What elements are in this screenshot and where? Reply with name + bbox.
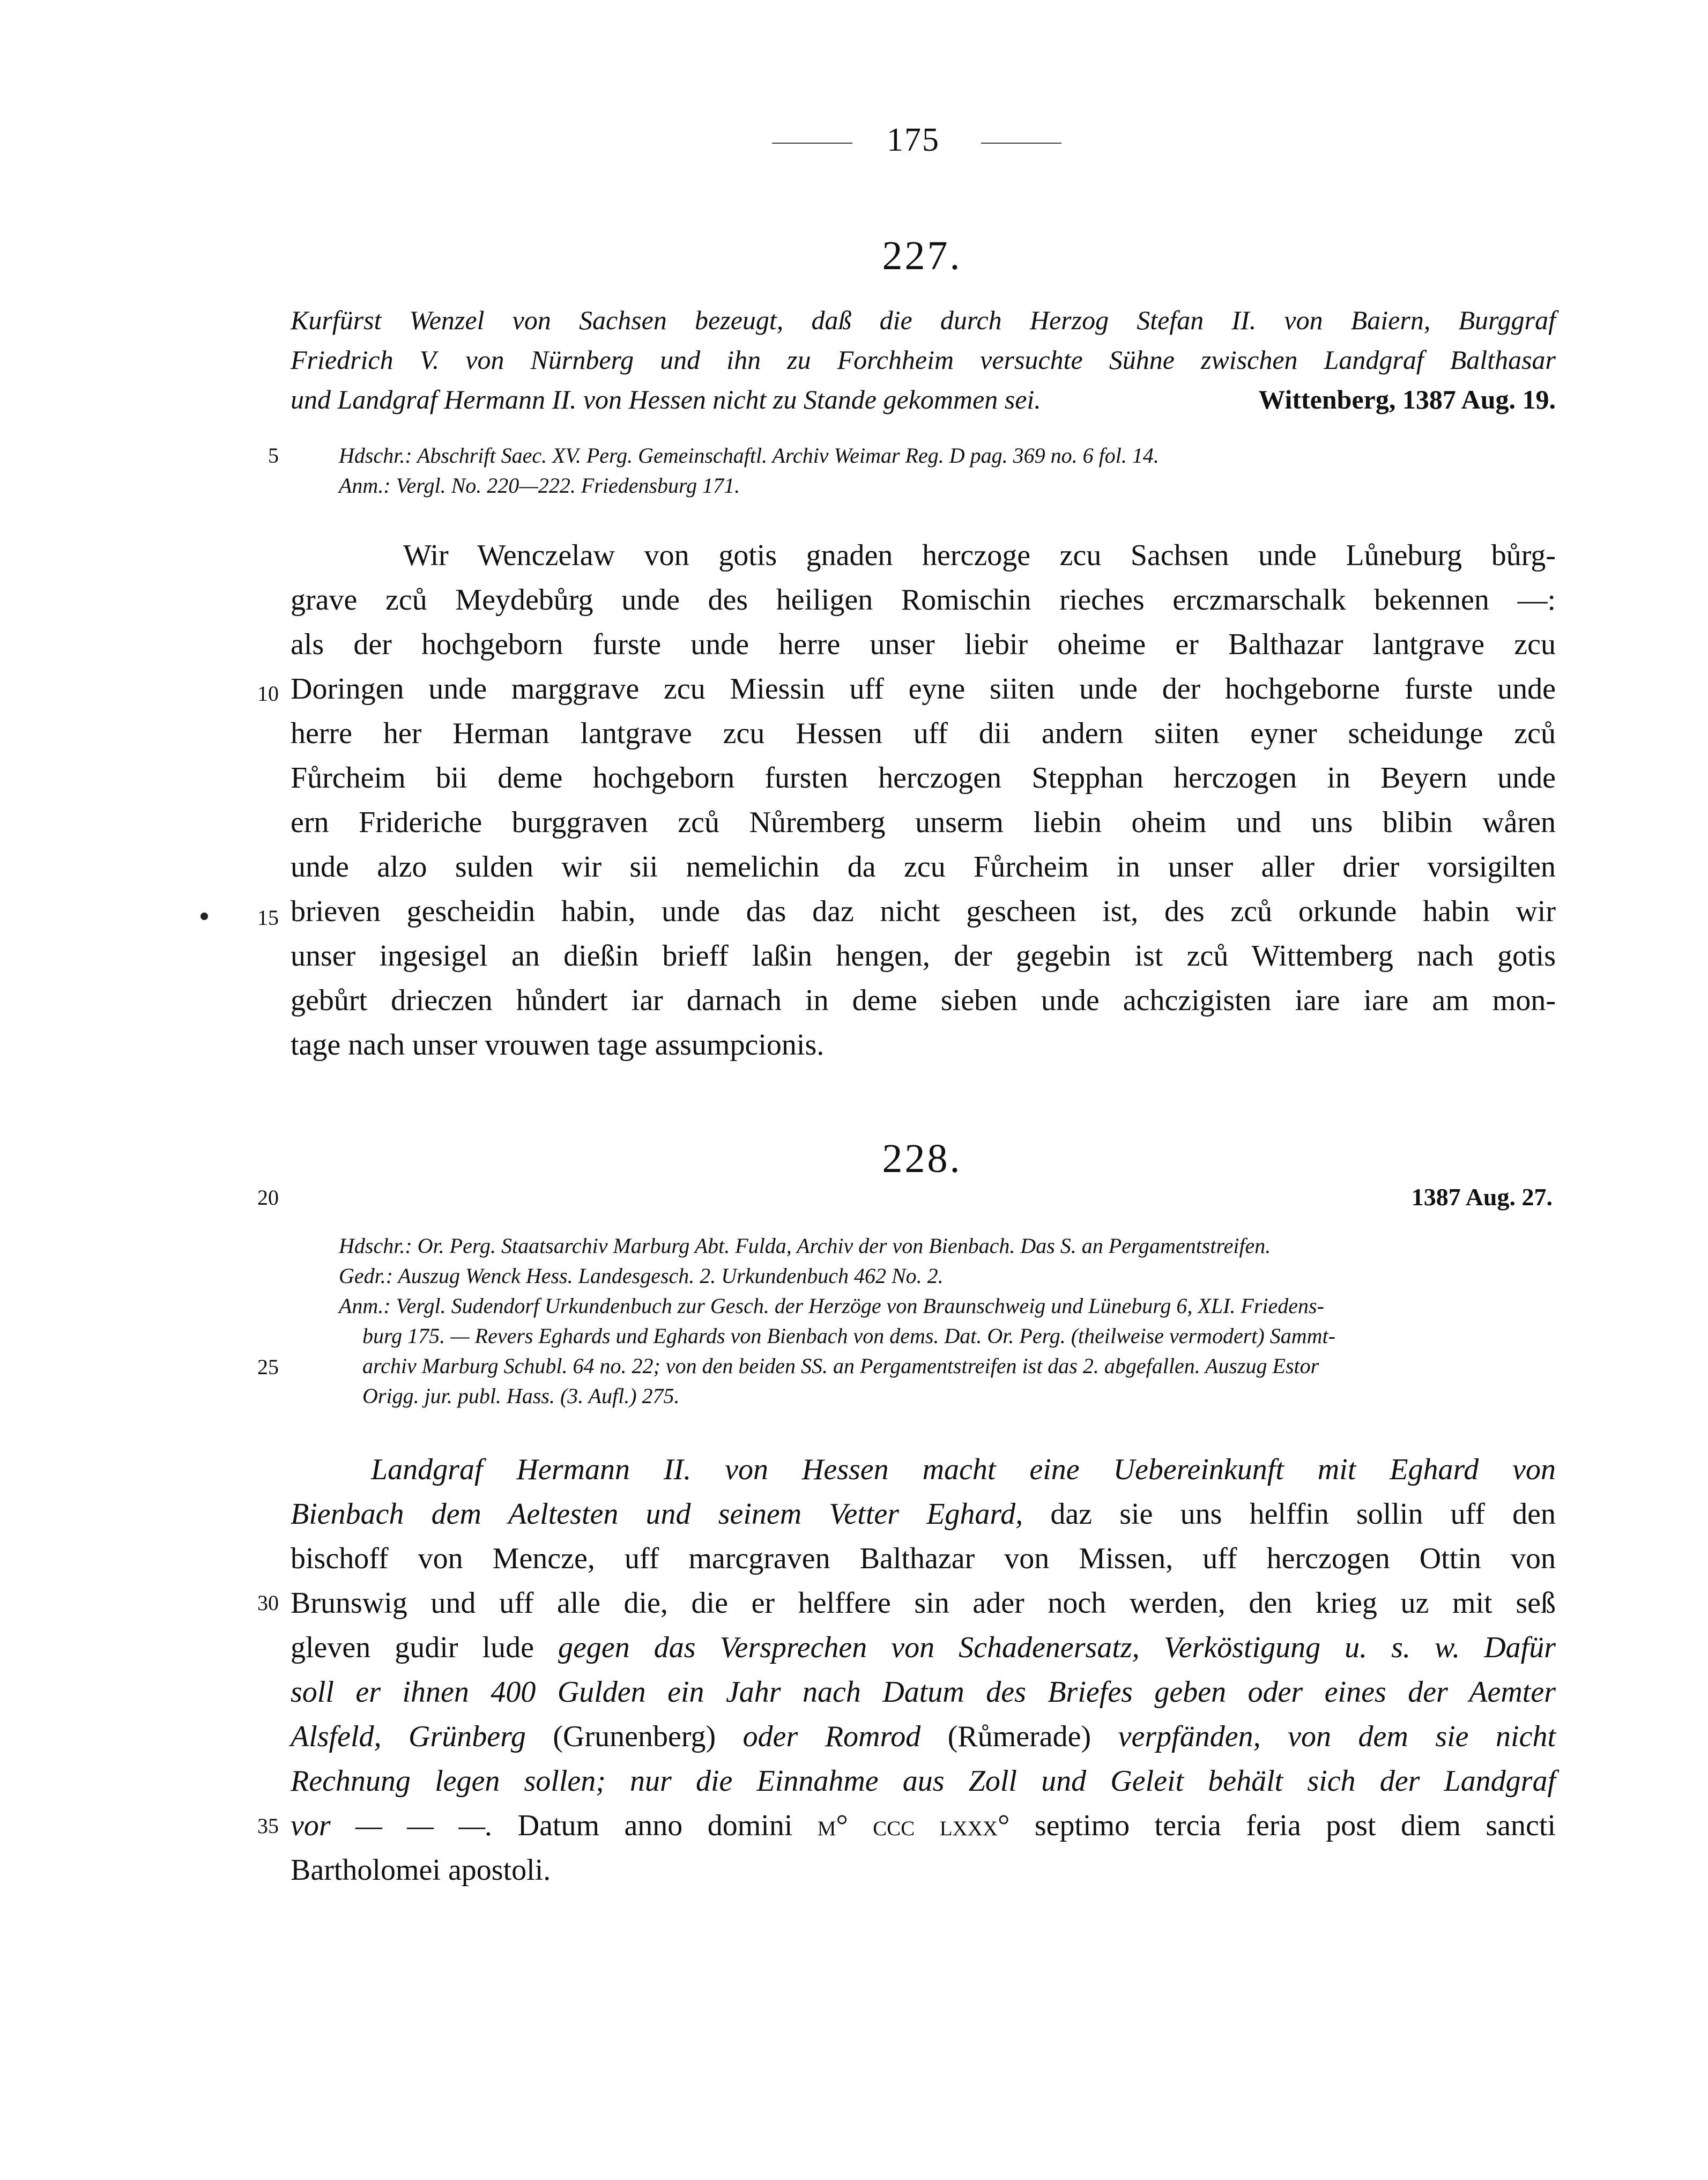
- text-line: [291, 1759, 1556, 1804]
- quote-text: daz sie uns helffin sollin uff den: [1023, 1497, 1556, 1531]
- document-number-228: 228.: [882, 1136, 962, 1181]
- source-line: Anm.: Vergl. No. 220—222. Friedensburg 171.: [339, 473, 740, 498]
- regest-227: [291, 300, 1556, 419]
- text-line: gebůrt drieczen hůndert iar darnach in deme sieben unde achczigisten iare iare am mon-: [291, 984, 1556, 1017]
- quote-text: (Růmerade): [947, 1720, 1118, 1753]
- text-line: ern Frideriche burggraven zců Nůremberg unserm liebin oheim und uns blibin wåren: [291, 806, 1556, 839]
- regest-line: Friedrich V. von Nürnberg und ihn zu Forchheim versuchte Sühne zwischen Landgraf Balthasar: [291, 345, 1556, 375]
- regest-italic: Landgraf Hermann II. von Hessen macht eine Uebereinkunft mit Eghard von: [371, 1453, 1556, 1486]
- text-line: unde alzo sulden wir sii nemelichin da zcu Fůrcheim in unser aller drier vorsigilten: [291, 850, 1556, 884]
- line-number: 20: [257, 1185, 279, 1210]
- page-number: 175: [887, 122, 940, 158]
- regest-text: und Landgraf Hermann II. von Hessen nicht zu Stande gekommen sei.: [291, 384, 1041, 414]
- source-line: Hdschr.: Or. Perg. Staatsarchiv Marburg Abt. Fulda, Archiv der von Bienbach. Das S. an Pergamentstreifen.: [339, 1234, 1271, 1258]
- quote-text: Datum anno domini: [493, 1809, 818, 1842]
- regest-line: Kurfürst Wenzel von Sachsen bezeugt, daß die durch Herzog Stefan II. von Baiern, Burggraf: [291, 305, 1556, 335]
- line-number: 15: [257, 906, 279, 930]
- quote-text: septimo tercia feria post diem sancti: [1009, 1809, 1556, 1842]
- text-line: grave zců Meydebůrg unde des heiligen Romischin rieches erczmarschalk bekennen —:: [291, 583, 1556, 617]
- regest-italic: gegen das Versprechen von Schadenersatz, Verköstigung u. s. w. Dafür: [558, 1631, 1556, 1664]
- regest-italic: oder Romrod: [742, 1720, 948, 1753]
- line-number: 10: [257, 681, 279, 706]
- source-line: archiv Marburg Schubl. 64 no. 22; von den beiden SS. an Pergamentstreifen ist das 2. abgefallen. Auszug Estor: [362, 1354, 1319, 1378]
- text-line: Brunswig und uff alle die, die er helffere sin ader noch werden, den krieg uz mit seß: [291, 1586, 1556, 1620]
- roman-numeral-date: m° ccc lxxx°: [817, 1809, 1010, 1842]
- quote-text: (Grunenberg): [553, 1720, 743, 1753]
- header-rule-left: [772, 143, 852, 144]
- quote-text: gleven gudir lude: [291, 1631, 558, 1664]
- source-notes-228: [339, 1231, 1561, 1411]
- line-number: 30: [257, 1591, 279, 1615]
- charter-text-228: [291, 1448, 1556, 1893]
- charter-text-227: [291, 533, 1556, 1067]
- date-228: 1387 Aug. 27.: [1411, 1183, 1553, 1211]
- source-line: Origg. jur. publ. Hass. (3. Aufl.) 275.: [362, 1384, 680, 1408]
- line-number: 35: [257, 1814, 279, 1838]
- regest-line: [291, 380, 1556, 419]
- source-line: Gedr.: Auszug Wenck Hess. Landesgesch. 2. Urkundenbuch 462 No. 2.: [339, 1264, 944, 1288]
- regest-italic: Alsfeld, Grünberg: [291, 1720, 553, 1753]
- text-line: brieven gescheidin habin, unde das daz nicht gescheen ist, des zců orkunde habin wir: [291, 895, 1556, 928]
- regest-italic: Bienbach dem Aeltesten und seinem Vetter Eghard,: [291, 1497, 1023, 1531]
- regest-italic: verpfänden, von dem sie nicht: [1118, 1720, 1556, 1753]
- source-notes-227: [339, 441, 1561, 501]
- header-rule-right: [981, 143, 1061, 144]
- regest-italic: Rechnung legen sollen; nur die Einnahme aus Zoll und Geleit behält sich der Landgraf: [291, 1764, 1556, 1798]
- text-line: [291, 1492, 1556, 1537]
- place-date: Wittenberg, 1387 Aug. 19.: [1258, 384, 1556, 414]
- document-number-227: 227.: [882, 233, 962, 278]
- line-number: 25: [257, 1355, 279, 1379]
- regest-italic: soll er ihnen 400 Gulden ein Jahr nach Datum des Briefes geben oder eines der Aemter: [291, 1675, 1556, 1709]
- regest-italic: vor — — —.: [291, 1809, 493, 1842]
- text-line: herre her Herman lantgrave zcu Hessen uff dii andern siiten eyner scheidunge zců: [291, 717, 1556, 750]
- text-line: [291, 1448, 1556, 1492]
- text-line: als der hochgeborn furste unde herre unser liebir oheime er Balthazar lantgrave zcu: [291, 628, 1556, 661]
- line-number: 5: [268, 443, 279, 468]
- text-line: [291, 1804, 1556, 1848]
- text-line: [291, 1670, 1556, 1715]
- text-line: Fůrcheim bii deme hochgeborn fursten herczogen Stepphan herczogen in Beyern unde: [291, 761, 1556, 795]
- source-line: Anm.: Vergl. Sudendorf Urkundenbuch zur Gesch. der Herzöge von Braunschweig und Lüneburg 6, XLI. Friedens-: [339, 1294, 1324, 1318]
- source-line: Hdschr.: Abschrift Saec. XV. Perg. Gemeinschaftl. Archiv Weimar Reg. D pag. 369 no. 6 fol. 14.: [339, 443, 1159, 468]
- text-line: [291, 1626, 1556, 1670]
- margin-mark: [200, 913, 208, 920]
- source-line: burg 175. — Revers Eghards und Eghards von Bienbach von dems. Dat. Or. Perg. (theilweise vermodert) Sammt-: [362, 1324, 1335, 1348]
- text-line: [291, 1715, 1556, 1759]
- text-line: bischoff von Mencze, uff marcgraven Balthazar von Missen, uff herczogen Ottin von: [291, 1542, 1556, 1575]
- text-line: tage nach unser vrouwen tage assumpcionis.: [291, 1028, 825, 1062]
- text-line: Bartholomei apostoli.: [291, 1853, 551, 1887]
- text-line: Doringen unde marggrave zcu Miessin uff eyne siiten unde der hochgeborne furste unde: [291, 672, 1556, 706]
- text-line: Wir Wenczelaw von gotis gnaden herczoge zcu Sachsen unde Lůneburg bůrg-: [403, 539, 1556, 572]
- text-line: unser ingesigel an dießin brieff laßin hengen, der gegebin ist zců Wittemberg nach gotis: [291, 939, 1556, 973]
